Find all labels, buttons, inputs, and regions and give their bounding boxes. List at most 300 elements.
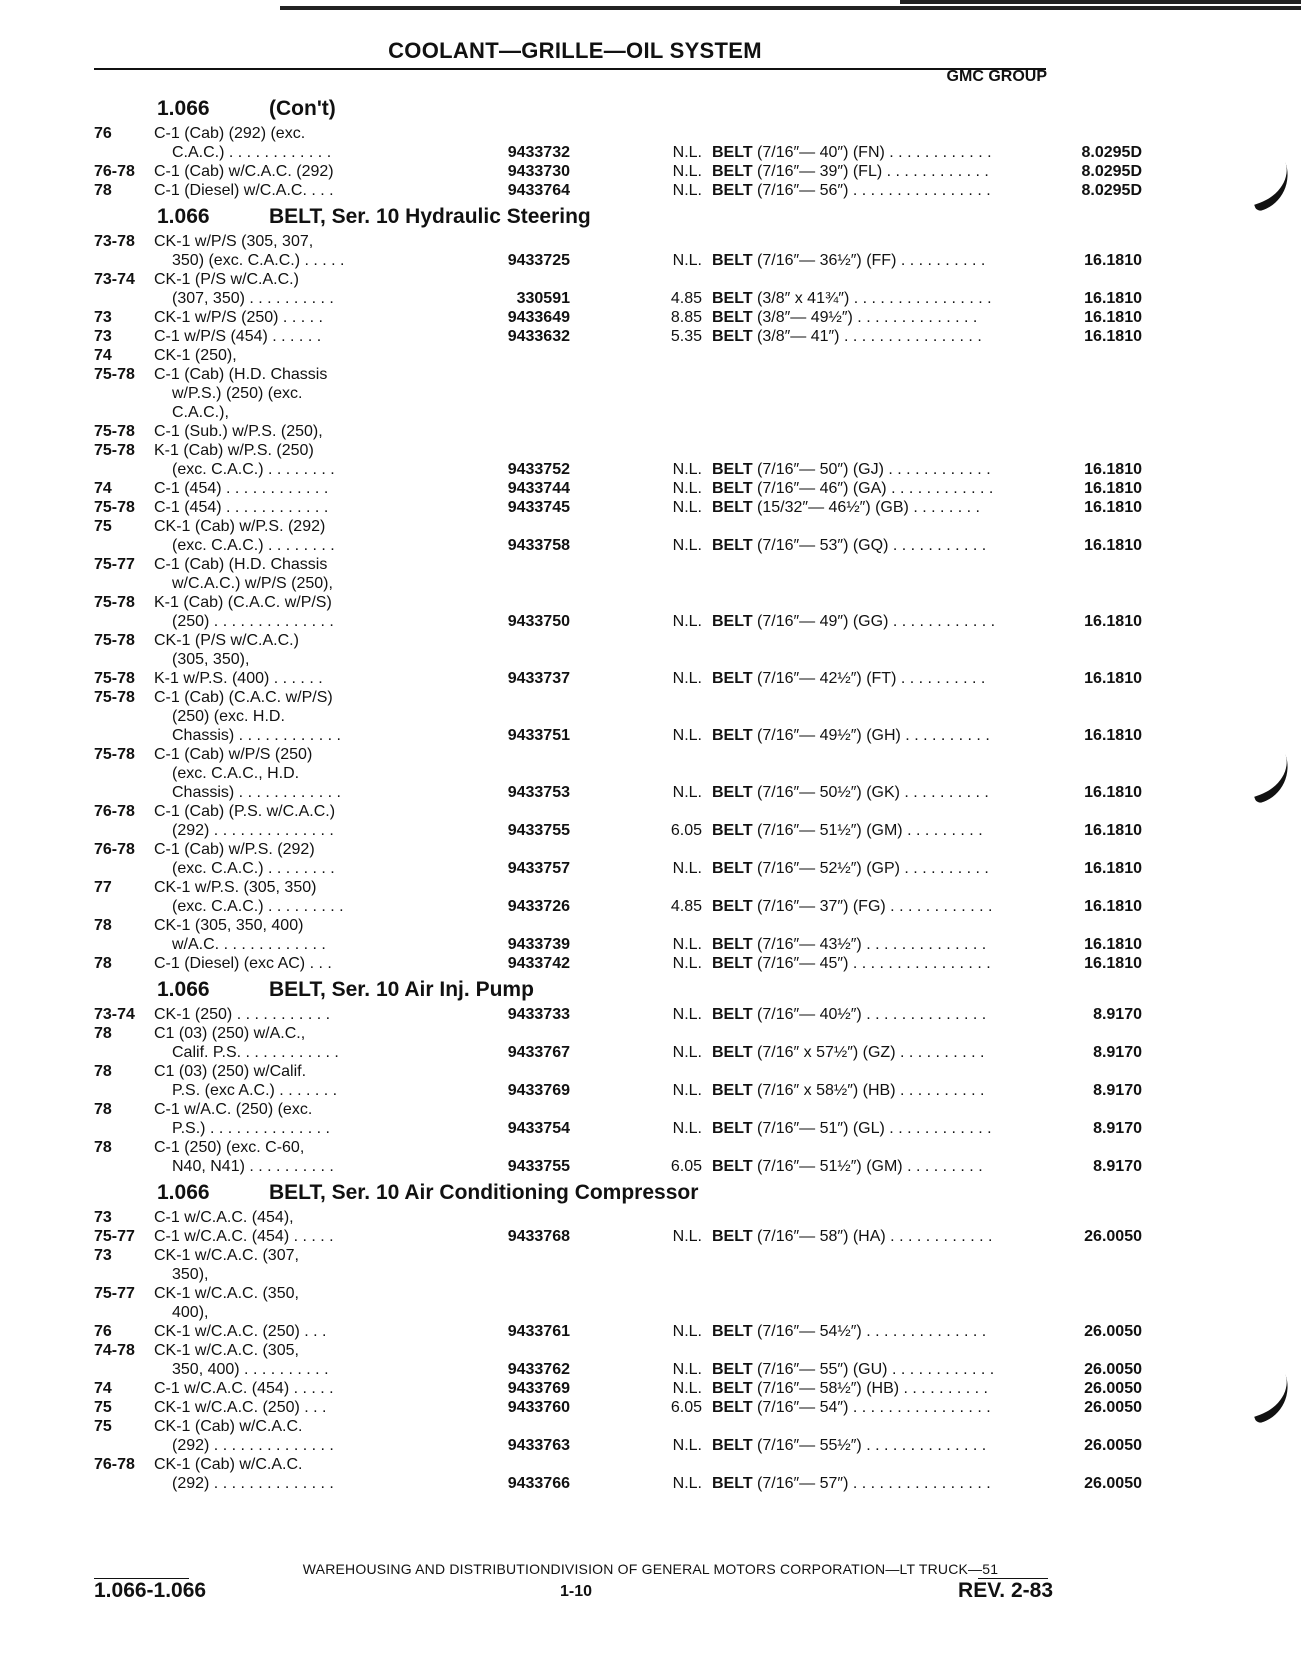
belt-description: BELT (7/16″— 55½″) . . . . . . . . . . . . . .	[712, 1437, 987, 1454]
catalog-group-number: 16.1810	[1084, 461, 1142, 478]
price-or-nl: 6.05	[670, 1399, 702, 1416]
application-description: C.A.C.) . . . . . . . . . . . .	[172, 144, 332, 161]
part-row	[94, 745, 1054, 764]
price-or-nl: 5.35	[670, 328, 702, 345]
model-years: 75-78	[94, 442, 135, 459]
part-row	[94, 1100, 1054, 1119]
price-or-nl: 6.05	[670, 822, 702, 839]
model-years: 75-78	[94, 632, 135, 649]
part-row	[94, 162, 1142, 181]
part-row	[94, 688, 1054, 707]
footer-section-range: 1.066-1.066	[94, 1579, 207, 1602]
belt-description: BELT (7/16″— 57″) . . . . . . . . . . . . . . . .	[712, 1475, 991, 1492]
application-description: CK-1 (250) . . . . . . . . . . .	[154, 1006, 331, 1023]
part-row	[94, 124, 1054, 143]
price-or-nl: N.L.	[672, 1120, 702, 1137]
part-row	[94, 1360, 1142, 1379]
price-or-nl: N.L.	[672, 1361, 702, 1378]
application-description: (exc. C.A.C.) . . . . . . . .	[172, 860, 335, 877]
section-heading	[94, 1180, 1054, 1208]
binder-clip-mark	[1244, 1374, 1298, 1425]
part-row	[94, 536, 1142, 555]
application-description: C1 (03) (250) w/A.C.,	[154, 1025, 306, 1042]
application-description: (250) (exc. H.D.	[172, 708, 285, 725]
catalog-group-number: 26.0050	[1084, 1323, 1142, 1340]
belt-description: BELT (7/16″— 54½″) . . . . . . . . . . . . . .	[712, 1323, 987, 1340]
model-years: 74-78	[94, 1342, 135, 1359]
catalog-group-number: 16.1810	[1084, 955, 1142, 972]
catalog-group-number: 26.0050	[1084, 1361, 1142, 1378]
price-or-nl: N.L.	[672, 499, 702, 516]
section-heading	[94, 977, 1054, 1005]
part-row	[94, 1398, 1142, 1417]
catalog-group-number: 16.1810	[1084, 480, 1142, 497]
model-years: 73	[94, 1247, 112, 1264]
price-or-nl: N.L.	[672, 1082, 702, 1099]
price-or-nl: 4.85	[670, 898, 702, 915]
catalog-group-number: 8.9170	[1093, 1158, 1142, 1175]
application-description: C-1 (250) (exc. C-60,	[154, 1139, 305, 1156]
price-or-nl: N.L.	[672, 461, 702, 478]
part-row	[94, 384, 1054, 403]
model-years: 75-78	[94, 366, 135, 383]
catalog-group-number: 8.9170	[1093, 1082, 1142, 1099]
catalog-group-number: 26.0050	[1084, 1228, 1142, 1245]
part-row	[94, 1081, 1142, 1100]
belt-description: BELT (7/16″— 58½″) (HB) . . . . . . . . . .	[712, 1380, 988, 1397]
model-years: 75-78	[94, 689, 135, 706]
model-years: 75-78	[94, 423, 135, 440]
belt-description: BELT (7/16″— 40½″) . . . . . . . . . . . . . .	[712, 1006, 987, 1023]
part-row	[94, 897, 1142, 916]
catalog-group-number: 26.0050	[1084, 1437, 1142, 1454]
belt-description: BELT (7/16″— 53″) (GQ) . . . . . . . . . . .	[712, 537, 987, 554]
application-description: CK-1 (250),	[154, 347, 237, 364]
price-or-nl: N.L.	[672, 784, 702, 801]
application-description: CK-1 w/C.A.C. (350,	[154, 1285, 299, 1302]
part-number: 9433725	[507, 252, 570, 269]
application-description: N40, N41) . . . . . . . . . .	[172, 1158, 334, 1175]
application-description: C-1 (Cab) w/P.S. (292)	[154, 841, 315, 858]
price-or-nl: 4.85	[670, 290, 702, 307]
model-years: 76-78	[94, 803, 135, 820]
part-row	[94, 422, 1054, 441]
application-description: C-1 (Cab) w/P/S (250)	[154, 746, 313, 763]
catalog-group-number: 16.1810	[1084, 727, 1142, 744]
catalog-group-number: 8.0295D	[1081, 182, 1142, 199]
belt-description: BELT (7/16″— 43½″) . . . . . . . . . . . . . .	[712, 936, 987, 953]
part-row	[94, 859, 1142, 878]
model-years: 75-77	[94, 1285, 135, 1302]
catalog-group-number: 16.1810	[1084, 613, 1142, 630]
belt-description: BELT (7/16″— 51½″) (GM) . . . . . . . . .	[712, 1158, 983, 1175]
price-or-nl: N.L.	[672, 613, 702, 630]
price-or-nl: N.L.	[672, 1323, 702, 1340]
belt-description: BELT (7/16″— 50″) (GJ) . . . . . . . . . . . .	[712, 461, 991, 478]
part-row	[94, 308, 1142, 327]
part-number: 9433755	[507, 1158, 570, 1175]
application-description: C-1 (Cab) (H.D. Chassis	[154, 556, 328, 573]
model-years: 78	[94, 955, 112, 972]
application-description: Chassis) . . . . . . . . . . . .	[172, 784, 341, 801]
catalog-group-number: 16.1810	[1084, 822, 1142, 839]
belt-description: BELT (7/16″— 54″) . . . . . . . . . . . . . . . .	[712, 1399, 991, 1416]
belt-description: BELT (7/16″— 40″) (FN) . . . . . . . . . . . .	[712, 144, 992, 161]
parts-list	[94, 92, 1142, 1493]
belt-description: BELT (7/16″ x 57½″) (GZ) . . . . . . . . . .	[712, 1044, 985, 1061]
application-description: K-1 (Cab) (C.A.C. w/P/S)	[154, 594, 332, 611]
part-number: 9433750	[507, 613, 570, 630]
part-row	[94, 1246, 1054, 1265]
part-number: 9433753	[507, 784, 570, 801]
catalog-group-number: 26.0050	[1084, 1475, 1142, 1492]
part-number: 9433755	[507, 822, 570, 839]
part-row	[94, 1208, 1054, 1227]
application-description: CK-1 (P/S w/C.A.C.)	[154, 271, 299, 288]
catalog-group-number: 8.9170	[1093, 1006, 1142, 1023]
section-number: 1.066	[157, 97, 210, 120]
catalog-group-number: 16.1810	[1084, 670, 1142, 687]
part-row	[94, 1119, 1142, 1138]
catalog-group-number: 8.9170	[1093, 1044, 1142, 1061]
part-row	[94, 574, 1054, 593]
model-years: 73-78	[94, 233, 135, 250]
footer-revision: REV. 2-83	[958, 1579, 1053, 1602]
application-description: CK-1 (Cab) w/P.S. (292)	[154, 518, 326, 535]
application-description: CK-1 w/P/S (305, 307,	[154, 233, 314, 250]
part-number: 9433744	[507, 480, 570, 497]
application-description: CK-1 w/P/S (250) . . . . .	[154, 309, 323, 326]
price-or-nl: N.L.	[672, 1437, 702, 1454]
part-row	[94, 631, 1054, 650]
application-description: C-1 (Diesel) w/C.A.C. . . .	[154, 182, 334, 199]
part-row	[94, 1341, 1054, 1360]
part-row	[94, 1227, 1142, 1246]
application-description: C-1 (Sub.) w/P.S. (250),	[154, 423, 323, 440]
belt-description: BELT (7/16″— 50½″) (GK) . . . . . . . . . .	[712, 784, 989, 801]
model-years: 73	[94, 309, 112, 326]
part-row	[94, 726, 1142, 745]
part-number: 9433730	[507, 163, 570, 180]
application-description: C-1 (Cab) (C.A.C. w/P/S)	[154, 689, 333, 706]
part-row	[94, 365, 1054, 384]
price-or-nl: N.L.	[672, 955, 702, 972]
belt-description: BELT (3/8″ x 41¾″) . . . . . . . . . . . . . . . .	[712, 290, 992, 307]
application-description: P.S. (exc A.C.) . . . . . . .	[172, 1082, 338, 1099]
part-number: 330591	[516, 290, 570, 307]
part-number: 9433754	[507, 1120, 570, 1137]
part-row	[94, 821, 1142, 840]
part-row	[94, 1322, 1142, 1341]
belt-description: BELT (7/16″— 56″) . . . . . . . . . . . . . . . .	[712, 182, 991, 199]
model-years: 75-78	[94, 746, 135, 763]
application-description: CK-1 (305, 350, 400)	[154, 917, 304, 934]
part-number: 9433745	[507, 499, 570, 516]
part-row	[94, 1062, 1054, 1081]
part-number: 9433733	[507, 1006, 570, 1023]
group-label: GMC GROUP	[946, 68, 1047, 85]
part-number: 9433751	[507, 727, 570, 744]
belt-description: BELT (7/16″— 37″) (FG) . . . . . . . . . . . .	[712, 898, 993, 915]
model-years: 74	[94, 347, 112, 364]
application-description: (exc. C.A.C.) . . . . . . . .	[172, 461, 335, 478]
application-description: w/C.A.C.) w/P/S (250),	[172, 575, 333, 592]
part-number: 9433737	[507, 670, 570, 687]
application-description: CK-1 w/C.A.C. (307,	[154, 1247, 299, 1264]
part-row	[94, 669, 1142, 688]
price-or-nl: N.L.	[672, 860, 702, 877]
price-or-nl: N.L.	[672, 182, 702, 199]
application-description: (292) . . . . . . . . . . . . . .	[172, 1437, 334, 1454]
part-row	[94, 650, 1054, 669]
part-number: 9433632	[507, 328, 570, 345]
footer-page-number: 1-10	[560, 1583, 593, 1600]
application-description: C.A.C.),	[172, 404, 229, 421]
application-description: C-1 (Cab) (292) (exc.	[154, 125, 306, 142]
part-row	[94, 802, 1054, 821]
scan-edge-line	[280, 6, 1301, 10]
model-years: 75-78	[94, 670, 135, 687]
model-years: 76-78	[94, 1456, 135, 1473]
model-years: 78	[94, 182, 112, 199]
application-description: 350, 400) . . . . . . . . . .	[172, 1361, 329, 1378]
part-row	[94, 498, 1142, 517]
application-description: (exc. C.A.C.) . . . . . . . . .	[172, 898, 344, 915]
part-number: 9433766	[507, 1475, 570, 1492]
part-number: 9433739	[507, 936, 570, 953]
application-description: CK-1 (P/S w/C.A.C.)	[154, 632, 299, 649]
part-row	[94, 1455, 1054, 1474]
catalog-group-number: 16.1810	[1084, 537, 1142, 554]
binder-clip-mark	[1244, 162, 1298, 213]
footer-publisher: WAREHOUSING AND DISTRIBUTIONDIVISION OF GENERAL MOTORS CORPORATION—LT TRUCK—51	[302, 1561, 999, 1577]
belt-description: BELT (7/16″— 52½″) (GP) . . . . . . . . . .	[712, 860, 989, 877]
catalog-group-number: 8.0295D	[1081, 144, 1142, 161]
price-or-nl: N.L.	[672, 1475, 702, 1492]
application-description: C-1 (Cab) w/C.A.C. (292)	[154, 163, 334, 180]
part-row	[94, 1379, 1142, 1398]
model-years: 75	[94, 1418, 112, 1435]
model-years: 74	[94, 480, 112, 497]
part-row	[94, 289, 1142, 308]
price-or-nl: N.L.	[672, 1380, 702, 1397]
part-row	[94, 707, 1054, 726]
section-title: BELT, Ser. 10 Air Inj. Pump	[269, 978, 534, 1001]
catalog-group-number: 16.1810	[1084, 860, 1142, 877]
part-row	[94, 1138, 1054, 1157]
catalog-group-number: 16.1810	[1084, 328, 1142, 345]
price-or-nl: N.L.	[672, 252, 702, 269]
section-number: 1.066	[157, 1181, 210, 1204]
part-row	[94, 935, 1142, 954]
model-years: 76	[94, 125, 112, 142]
price-or-nl: N.L.	[672, 480, 702, 497]
part-row	[94, 954, 1142, 973]
section-title: BELT, Ser. 10 Air Conditioning Compressor	[269, 1181, 699, 1204]
application-description: (292) . . . . . . . . . . . . . .	[172, 1475, 334, 1492]
application-description: C-1 w/C.A.C. (454) . . . . .	[154, 1380, 334, 1397]
part-row	[94, 479, 1142, 498]
belt-description: BELT (7/16″— 55″) (GU) . . . . . . . . . . . .	[712, 1361, 995, 1378]
price-or-nl: N.L.	[672, 670, 702, 687]
part-row	[94, 517, 1054, 536]
part-row	[94, 878, 1054, 897]
section-number: 1.066	[157, 205, 210, 228]
part-number: 9433726	[507, 898, 570, 915]
part-row	[94, 270, 1054, 289]
belt-description: BELT (3/8″— 49½″) . . . . . . . . . . . . . .	[712, 309, 978, 326]
part-number: 9433757	[507, 860, 570, 877]
application-description: C-1 w/C.A.C. (454),	[154, 1209, 294, 1226]
model-years: 76-78	[94, 163, 135, 180]
part-row	[94, 1005, 1142, 1024]
part-row	[94, 1284, 1054, 1303]
catalog-group-number: 16.1810	[1084, 898, 1142, 915]
part-row	[94, 1417, 1054, 1436]
part-row	[94, 840, 1054, 859]
part-row	[94, 251, 1142, 270]
section-number: 1.066	[157, 978, 210, 1001]
price-or-nl: N.L.	[672, 936, 702, 953]
application-description: CK-1 (Cab) w/C.A.C.	[154, 1456, 303, 1473]
price-or-nl: N.L.	[672, 144, 702, 161]
application-description: C-1 (454) . . . . . . . . . . . .	[154, 499, 329, 516]
application-description: P.S.) . . . . . . . . . . . . . .	[172, 1120, 330, 1137]
binder-clip-mark	[1244, 754, 1298, 805]
part-row	[94, 783, 1142, 802]
part-number: 9433769	[507, 1082, 570, 1099]
application-description: CK-1 w/C.A.C. (250) . . .	[154, 1323, 327, 1340]
part-row	[94, 593, 1054, 612]
part-number: 9433760	[507, 1399, 570, 1416]
application-description: (250) . . . . . . . . . . . . . .	[172, 613, 334, 630]
section-heading	[94, 96, 1054, 124]
model-years: 75-78	[94, 594, 135, 611]
belt-description: BELT (7/16″— 49″) (GG) . . . . . . . . . . . .	[712, 613, 996, 630]
belt-description: BELT (7/16″— 58″) (HA) . . . . . . . . . . . .	[712, 1228, 993, 1245]
part-row	[94, 403, 1054, 422]
part-row	[94, 916, 1054, 935]
model-years: 75-77	[94, 1228, 135, 1245]
application-description: CK-1 (Cab) w/C.A.C.	[154, 1418, 303, 1435]
part-row	[94, 1024, 1054, 1043]
model-years: 75-78	[94, 499, 135, 516]
model-years: 76	[94, 1323, 112, 1340]
application-description: C-1 (Diesel) (exc AC) . . .	[154, 955, 332, 972]
model-years: 75-77	[94, 556, 135, 573]
part-number: 9433761	[507, 1323, 570, 1340]
part-number: 9433763	[507, 1437, 570, 1454]
part-row	[94, 764, 1054, 783]
model-years: 78	[94, 1139, 112, 1156]
price-or-nl: N.L.	[672, 1044, 702, 1061]
model-years: 78	[94, 1025, 112, 1042]
section-title: (Con't)	[269, 97, 336, 120]
model-years: 76-78	[94, 841, 135, 858]
application-description: C-1 w/C.A.C. (454) . . . . .	[154, 1228, 334, 1245]
application-description: Chassis) . . . . . . . . . . . .	[172, 727, 341, 744]
application-description: C-1 (454) . . . . . . . . . . . .	[154, 480, 329, 497]
catalog-group-number: 26.0050	[1084, 1380, 1142, 1397]
part-row	[94, 1474, 1142, 1493]
catalog-group-number: 26.0050	[1084, 1399, 1142, 1416]
part-row	[94, 1303, 1054, 1322]
belt-description: BELT (7/16″— 49½″) (GH) . . . . . . . . . .	[712, 727, 990, 744]
model-years: 78	[94, 917, 112, 934]
application-description: K-1 (Cab) w/P.S. (250)	[154, 442, 314, 459]
model-years: 73-74	[94, 271, 135, 288]
title-rule	[94, 68, 1046, 70]
application-description: (292) . . . . . . . . . . . . . .	[172, 822, 334, 839]
catalog-group-number: 8.9170	[1093, 1120, 1142, 1137]
model-years: 75	[94, 1399, 112, 1416]
page-title: COOLANT—GRILLE—OIL SYSTEM	[388, 38, 762, 63]
model-years: 78	[94, 1063, 112, 1080]
price-or-nl: N.L.	[672, 1228, 702, 1245]
belt-description: BELT (7/16″— 51″) (GL) . . . . . . . . . . . .	[712, 1120, 992, 1137]
catalog-group-number: 16.1810	[1084, 252, 1142, 269]
price-or-nl: N.L.	[672, 1006, 702, 1023]
part-number: 9433752	[507, 461, 570, 478]
part-number: 9433769	[507, 1380, 570, 1397]
part-row	[94, 327, 1142, 346]
part-number: 9433649	[507, 309, 570, 326]
price-or-nl: N.L.	[672, 727, 702, 744]
price-or-nl: N.L.	[672, 537, 702, 554]
price-or-nl: N.L.	[672, 163, 702, 180]
scan-edge-mark	[900, 0, 1301, 4]
model-years: 77	[94, 879, 112, 896]
price-or-nl: 6.05	[670, 1158, 702, 1175]
part-row	[94, 143, 1142, 162]
part-number: 9433732	[507, 144, 570, 161]
catalog-group-number: 16.1810	[1084, 936, 1142, 953]
part-row	[94, 1157, 1142, 1176]
model-years: 73	[94, 328, 112, 345]
catalog-group-number: 16.1810	[1084, 499, 1142, 516]
application-description: C-1 w/P/S (454) . . . . . .	[154, 328, 322, 345]
belt-description: BELT (7/16″— 36½″) (FF) . . . . . . . . . .	[712, 252, 986, 269]
part-number: 9433768	[507, 1228, 570, 1245]
section-title: BELT, Ser. 10 Hydraulic Steering	[269, 205, 591, 228]
application-description: C-1 (Cab) (P.S. w/C.A.C.)	[154, 803, 336, 820]
part-number: 9433762	[507, 1361, 570, 1378]
model-years: 75	[94, 518, 112, 535]
part-row	[94, 555, 1054, 574]
model-years: 73	[94, 1209, 112, 1226]
part-row	[94, 612, 1142, 631]
part-number: 9433764	[507, 182, 570, 199]
application-description: 400),	[172, 1304, 209, 1321]
application-description: (305, 350),	[172, 651, 250, 668]
application-description: CK-1 w/P.S. (305, 350)	[154, 879, 317, 896]
application-description: (307, 350) . . . . . . . . . .	[172, 290, 334, 307]
part-row	[94, 181, 1142, 200]
belt-description: BELT (7/16″— 46″) (GA) . . . . . . . . . . . .	[712, 480, 994, 497]
part-row	[94, 441, 1054, 460]
part-number: 9433767	[507, 1044, 570, 1061]
part-row	[94, 346, 1054, 365]
application-description: w/A.C. . . . . . . . . . . . .	[172, 936, 326, 953]
application-description: C-1 (Cab) (H.D. Chassis	[154, 366, 328, 383]
part-row	[94, 460, 1142, 479]
application-description: 350),	[172, 1266, 209, 1283]
catalog-group-number: 16.1810	[1084, 309, 1142, 326]
belt-description: BELT (7/16″— 39″) (FL) . . . . . . . . . . . .	[712, 163, 989, 180]
catalog-group-number: 16.1810	[1084, 290, 1142, 307]
belt-description: BELT (7/16″ x 58½″) (HB) . . . . . . . . . .	[712, 1082, 985, 1099]
model-years: 74	[94, 1380, 112, 1397]
